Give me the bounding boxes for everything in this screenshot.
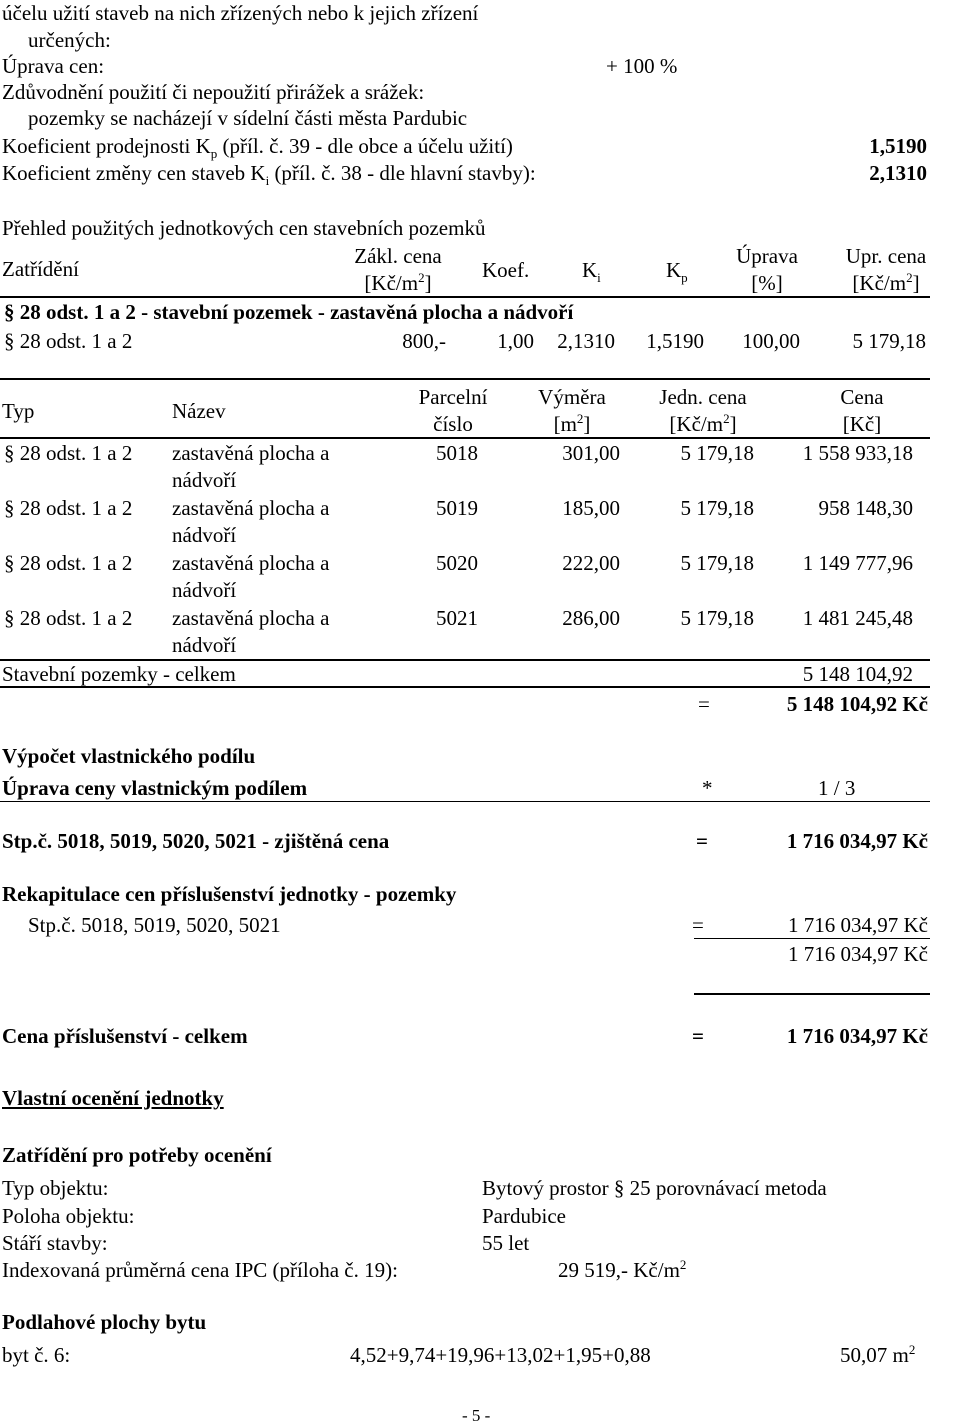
intro-line-2: určených: <box>28 28 111 52</box>
stari-stavby-value: 55 let <box>482 1231 530 1255</box>
podil-op: * <box>702 776 713 800</box>
stp-value: 1 716 034,97 Kč <box>786 829 928 853</box>
header-rule <box>0 296 930 298</box>
header-jedn-cena: Jedn. cena <box>659 385 747 409</box>
header-cena-unit: [Kč] <box>842 412 882 436</box>
vlastni-oceneni-title: Vlastní ocenění jednotky <box>2 1086 224 1110</box>
poloha-objektu-label: Poloha objektu: <box>2 1204 135 1228</box>
table-row-nazev: zastavěná plocha a <box>172 551 330 575</box>
podil-uprava-label: Úprava ceny vlastnickým podílem <box>2 776 308 800</box>
header-koef: Koef. <box>482 258 530 282</box>
rekap-sum-rule <box>694 938 930 939</box>
pozemky-header-rule <box>0 437 930 439</box>
header-typ: Typ <box>2 399 35 423</box>
uprava-cen-value: + 100 % <box>606 54 678 78</box>
table-row-cena: 958 148,30 <box>818 496 913 520</box>
header-zakl-cena: Zákl. cena <box>354 244 442 268</box>
podil-rule <box>0 801 930 802</box>
rekap-celkem-eq: = <box>692 1024 704 1048</box>
pozemky-top-rule <box>0 378 930 380</box>
prehled-row-zakl-cena: 800,- <box>402 329 446 353</box>
table-row-parcelni: 5019 <box>436 496 478 520</box>
podlahove-plochy-title: Podlahové plochy bytu <box>2 1310 207 1334</box>
pozemky-total-eq: = <box>698 692 710 716</box>
prehled-row-kp: 1,5190 <box>646 329 704 353</box>
pozemky-total-value: 5 148 104,92 Kč <box>786 692 928 716</box>
table-row-vymera: 185,00 <box>562 496 620 520</box>
header-upr-cena-unit: $[Kč/m^2]$ <box>852 270 920 295</box>
header-parcelni: Parcelní <box>418 385 488 409</box>
table-row-typ: § 28 odst. 1 a 2 <box>4 551 133 575</box>
table-row-nazev-2: nádvoří <box>172 523 237 547</box>
prehled-row-uprava: 100,00 <box>742 329 800 353</box>
table-row-jedn: 5 179,18 <box>680 551 754 575</box>
table-row-nazev: zastavěná plocha a <box>172 441 330 465</box>
rekap-row-value: 1 716 034,97 Kč <box>788 913 928 937</box>
section-sign-icon: § <box>4 300 15 324</box>
table-row-parcelni: 5021 <box>436 606 478 630</box>
uprava-cen-label: Úprava cen: <box>2 54 105 78</box>
stp-eq: = <box>696 829 708 853</box>
stari-stavby-label: Stáří stavby: <box>2 1231 108 1255</box>
pozemky-celkem-value: 5 148 104,92 <box>802 662 913 686</box>
header-upr-cena: Upr. cena <box>845 244 927 268</box>
header-vymera: Výměra <box>538 385 606 409</box>
table-row-jedn: 5 179,18 <box>680 606 754 630</box>
rekap-title: Rekapitulace cen příslušenství jednotky - pozemky <box>2 882 457 906</box>
pozemky-celkem-label: Stavební pozemky - celkem <box>2 662 236 686</box>
header-cena: Cena <box>840 385 884 409</box>
pozemky-rows-rule <box>0 659 930 661</box>
prehled-title: Přehled použitých jednotkových cen stavebních pozemků <box>2 216 486 240</box>
header-ki: $K_i$ <box>582 258 601 286</box>
table-row-parcelni: 5020 <box>436 551 478 575</box>
prehled-row-zatrideni: § 28 odst. 1 a 2 <box>4 329 133 353</box>
byt-formula: 4,52+9,74+19,96+13,02+1,95+0,88 <box>350 1343 651 1367</box>
ipc-value: 29 519,- $Kč/m^2$ <box>558 1257 687 1282</box>
section-sign-icon: § <box>4 606 15 630</box>
kp-label: Koeficient prodejnosti $K_p$ (příl. č. 39 - dle obce a účelu užití) <box>2 134 513 162</box>
zduvodneni-text: pozemky se nacházejí v sídelní části města Pardubic <box>28 106 468 130</box>
header-nazev: Název <box>172 399 226 423</box>
rekap-row-eq: = <box>692 913 704 937</box>
section-sign-icon: § <box>4 496 15 520</box>
prehled-row-ki: 2,1310 <box>557 329 615 353</box>
table-row-typ: § 28 odst. 1 a 2 <box>4 496 133 520</box>
header-uprava: Úprava <box>736 244 798 268</box>
table-row-cena: 1 149 777,96 <box>802 551 913 575</box>
prehled-row-upr-cena: 5 179,18 <box>852 329 926 353</box>
header-uprava-unit: [%] <box>751 271 783 295</box>
ki-value: 2,1310 <box>869 161 927 185</box>
header-kp: $K_p$ <box>666 258 688 286</box>
header-jedn-cena-unit: $[Kč/m^2]$ <box>669 411 737 436</box>
ipc-label: Indexovaná průměrná cena IPC (příloha č. 19): <box>2 1258 398 1282</box>
header-parcelni-2: číslo <box>433 412 473 436</box>
rekap-sum-value: 1 716 034,97 Kč <box>788 942 928 966</box>
section-sign-icon: § <box>613 1176 625 1200</box>
intro-line-1: účelu užití staveb na nich zřízených nebo k jejich zřízení <box>2 1 479 25</box>
table-row-nazev-2: nádvoří <box>172 578 237 602</box>
typ-objektu-label: Typ objektu: <box>2 1176 109 1200</box>
zatrideni-title: Zatřídění pro potřeby ocenění <box>2 1143 272 1167</box>
table-row-nazev: zastavěná plocha a <box>172 606 330 630</box>
table-row-cena: 1 558 933,18 <box>802 441 913 465</box>
byt-value: 50,07 $m^2$ <box>840 1342 916 1367</box>
table-row-nazev: zastavěná plocha a <box>172 496 330 520</box>
section-sign-icon: § <box>4 329 15 353</box>
zduvodneni-label: Zdůvodnění použití či nepoužití přirážek a srážek: <box>2 80 425 104</box>
ki-label: Koeficient změny cen staveb $K_i$ (příl. č. 38 - dle hlavní stavby): <box>2 161 536 189</box>
prehled-row-koef: 1,00 <box>497 329 534 353</box>
page-number: - 5 - <box>462 1406 491 1425</box>
byt-label: byt č. 6: <box>2 1343 71 1367</box>
poloha-objektu-value: Pardubice <box>482 1204 566 1228</box>
table-row-nazev-2: nádvoří <box>172 633 237 657</box>
pozemky-celkem-rule <box>0 686 930 688</box>
table-row-vymera: 222,00 <box>562 551 620 575</box>
typ-objektu-value: Bytový prostor § 25 porovnávací metoda <box>482 1176 827 1200</box>
rekap-celkem-value: 1 716 034,97 Kč <box>786 1024 928 1048</box>
table-row-jedn: 5 179,18 <box>680 441 754 465</box>
prehled-group-title: § 28 odst. 1 a 2 - stavební pozemek - zastavěná plocha a nádvoří <box>4 300 574 324</box>
rekap-total-rule <box>694 993 930 995</box>
podil-title: Výpočet vlastnického podílu <box>2 744 256 768</box>
table-row-typ: § 28 odst. 1 a 2 <box>4 441 133 465</box>
section-sign-icon: § <box>4 551 15 575</box>
rekap-celkem-label: Cena příslušenství - celkem <box>2 1024 248 1048</box>
header-vymera-unit: $[m^2]$ <box>553 411 591 436</box>
podil-value: 1 / 3 <box>818 776 856 800</box>
table-row-typ: § 28 odst. 1 a 2 <box>4 606 133 630</box>
section-sign-icon: § <box>4 441 15 465</box>
table-row-vymera: 301,00 <box>562 441 620 465</box>
table-row-nazev-2: nádvoří <box>172 468 237 492</box>
table-row-jedn: 5 179,18 <box>680 496 754 520</box>
table-row-parcelni: 5018 <box>436 441 478 465</box>
stp-label: Stp.č. 5018, 5019, 5020, 5021 - zjištěná cena <box>2 829 390 853</box>
header-zatrideni: Zatřídění <box>2 257 79 281</box>
table-row-cena: 1 481 245,48 <box>802 606 913 630</box>
table-row-vymera: 286,00 <box>562 606 620 630</box>
kp-value: 1,5190 <box>869 134 927 158</box>
header-zakl-cena-unit: $[Kč/m^2]$ <box>364 270 432 295</box>
rekap-row-label: Stp.č. 5018, 5019, 5020, 5021 <box>28 913 281 937</box>
